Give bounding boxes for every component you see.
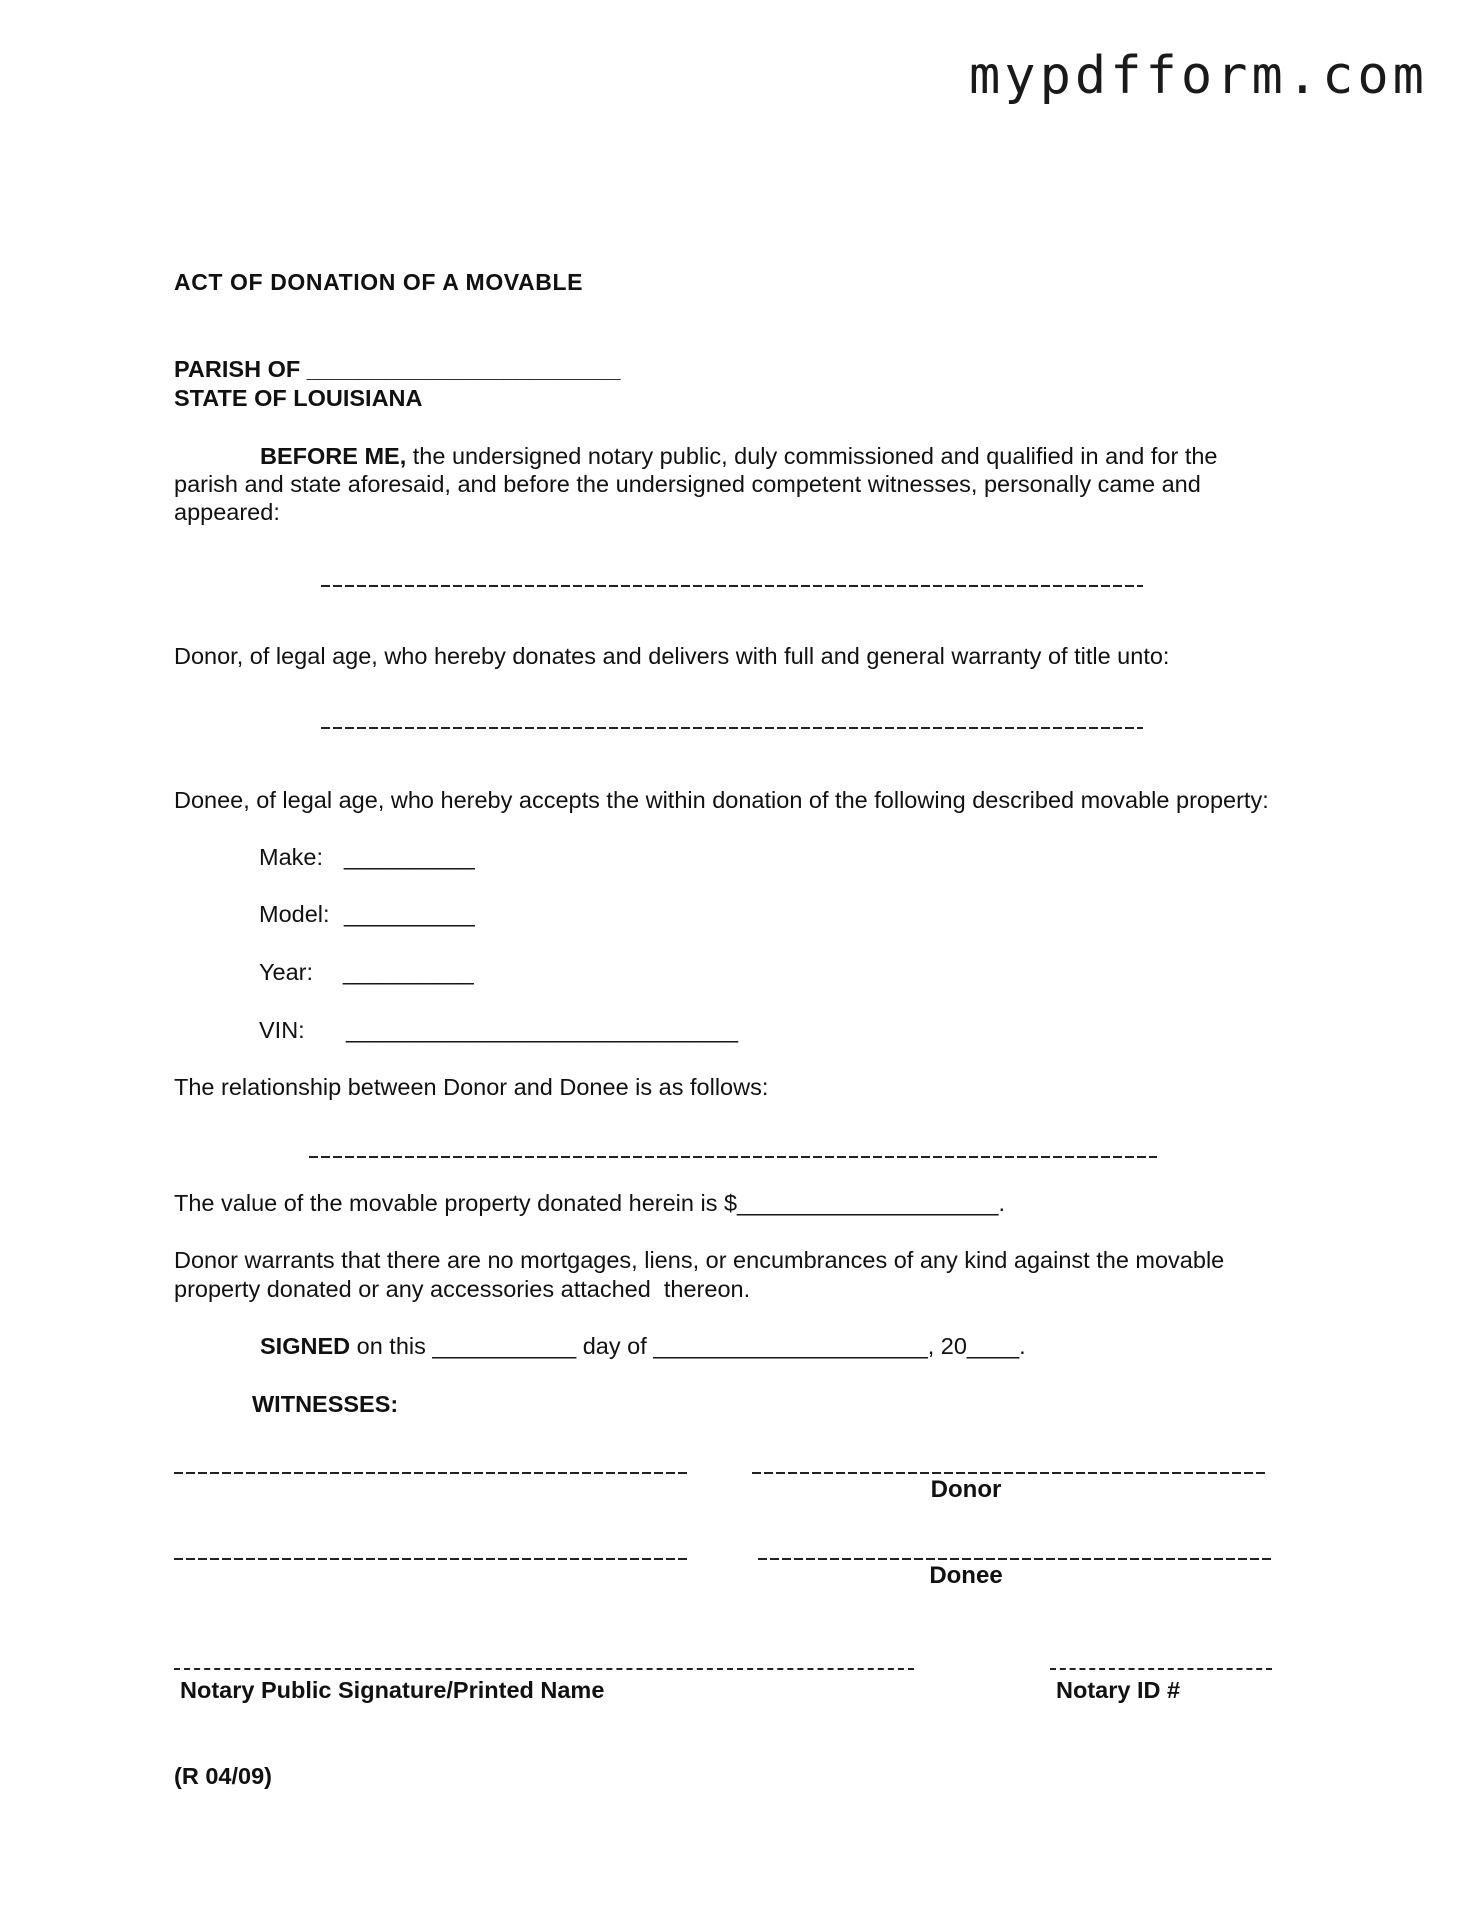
model-label: Model: — [259, 901, 330, 927]
signed-lead: SIGNED — [260, 1333, 351, 1359]
donee-clause: Donee, of legal age, who hereby accepts the within donation of the following described movable property: — [174, 787, 1269, 813]
value-clause[interactable]: The value of the movable property donated herein is $____________________. — [174, 1190, 1005, 1216]
witness-1-signature-line[interactable] — [174, 1472, 689, 1474]
donee-label: Donee — [929, 1562, 1003, 1589]
notary-id-label: Notary ID # — [1056, 1677, 1181, 1703]
signed-line[interactable] — [260, 1332, 1026, 1360]
year-label: Year: — [259, 959, 314, 985]
intro-text-1: the undersigned notary public, duly commissioned and qualified in and for the — [406, 443, 1218, 469]
donor-clause: Donor, of legal age, who hereby donates and delivers with full and general warranty of title unto: — [174, 643, 1170, 669]
notary-signature-line[interactable] — [174, 1668, 914, 1670]
signed-text[interactable]: on this ___________ day of _____________________, 20____. — [350, 1333, 1026, 1359]
make-label: Make: — [259, 844, 323, 870]
document-title: ACT OF DONATION OF A MOVABLE — [174, 269, 584, 295]
vin-blank[interactable]: ______________________________ — [346, 1017, 739, 1043]
witnesses-label: WITNESSES: — [252, 1391, 399, 1417]
donee-name-blank[interactable] — [321, 727, 1143, 729]
warranty-line-1: Donor warrants that there are no mortgages, liens, or encumbrances of any kind against the movable — [174, 1247, 1225, 1273]
warranty-line-2: property donated or any accessories attached thereon. — [174, 1276, 751, 1302]
vin-label: VIN: — [259, 1017, 305, 1043]
site-watermark: mypdfform.com — [969, 46, 1428, 106]
year-blank[interactable]: __________ — [343, 959, 474, 985]
donor-label: Donor — [930, 1476, 1002, 1503]
intro-paragraph-line-1 — [260, 442, 1218, 470]
donor-name-blank[interactable] — [321, 585, 1143, 587]
intro-paragraph-line-2: parish and state aforesaid, and before the undersigned competent witnesses, personally came and — [174, 471, 1201, 497]
model-blank[interactable]: __________ — [344, 901, 475, 927]
make-blank[interactable]: __________ — [344, 844, 475, 870]
intro-paragraph-line-3: appeared: — [174, 499, 280, 525]
relationship-clause: The relationship between Donor and Donee is as follows: — [174, 1074, 769, 1100]
relationship-blank[interactable] — [309, 1156, 1157, 1158]
revision-code: (R 04/09) — [174, 1763, 272, 1789]
notary-signature-label: Notary Public Signature/Printed Name — [180, 1677, 605, 1703]
donee-signature-line[interactable] — [758, 1558, 1273, 1560]
state-line: STATE OF LOUISIANA — [174, 385, 423, 411]
before-me-lead: BEFORE ME, — [260, 443, 407, 469]
notary-id-line[interactable] — [1050, 1668, 1272, 1670]
parish-line[interactable]: PARISH OF ________________________ — [174, 356, 621, 382]
donor-signature-line[interactable] — [752, 1472, 1267, 1474]
witness-2-signature-line[interactable] — [174, 1558, 689, 1560]
